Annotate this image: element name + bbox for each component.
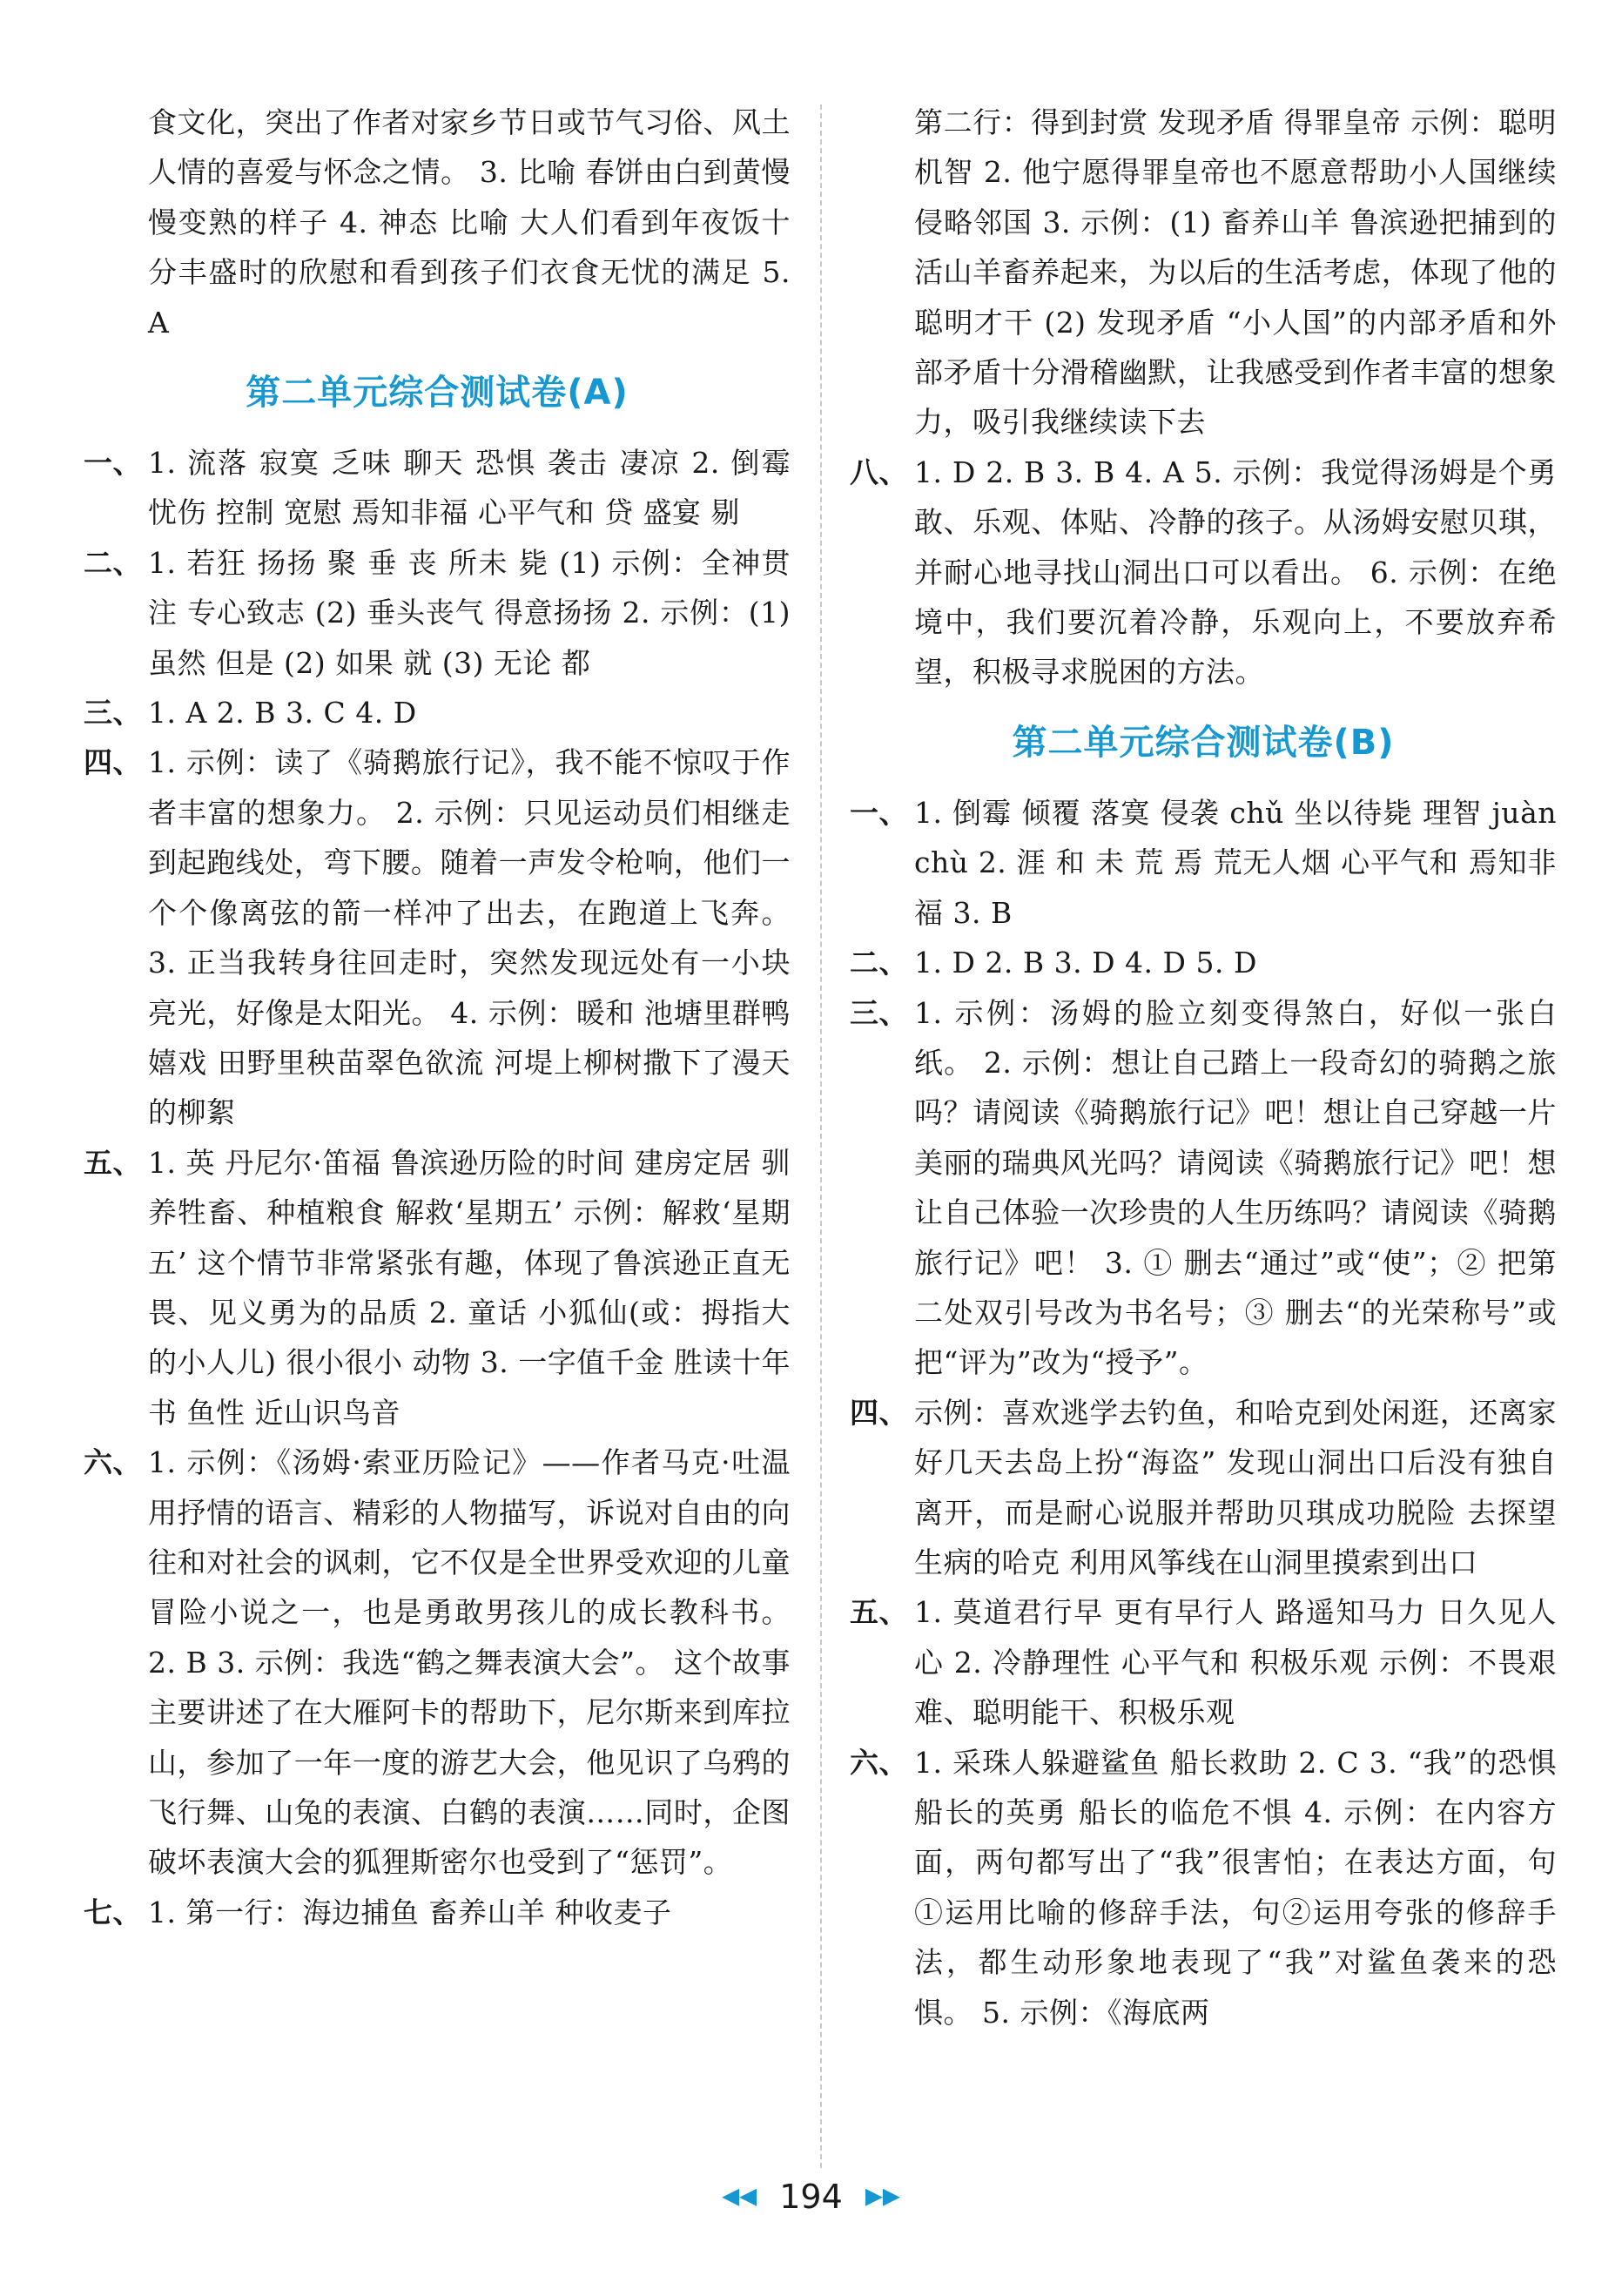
section-answer-text: 1. 第一行：海边捕鱼 畜养山羊 种收麦子 bbox=[148, 1895, 672, 1929]
section-number: 七、 bbox=[84, 1895, 142, 1929]
answer-section bbox=[84, 737, 791, 1137]
answer-section bbox=[84, 538, 791, 688]
left-answer-list bbox=[84, 438, 791, 1937]
page-number: 194 bbox=[779, 2177, 843, 2216]
right-answer-list-before bbox=[850, 448, 1557, 697]
section-number: 三、 bbox=[84, 696, 142, 731]
section-number: 六、 bbox=[850, 1745, 908, 1780]
section-number: 四、 bbox=[850, 1395, 908, 1430]
section-answer-text: 1. 莫道君行早 更有早行人 路遥知马力 日久见人心 2. 冷静理性 心平气和 积极乐观 示例：不畏艰难、聪明能干、积极乐观 bbox=[914, 1595, 1557, 1730]
section-answer-text: 1. 采珠人躲避鲨鱼 船长救助 2. C 3. “我”的恐惧 船长的英勇 船长的临危不惧 4. 示例：在内容方面，两句都写出了“我”很害怕；在表达方面，句①运用比喻的修辞手法，句②运用夸张的修辞手法，都生动形象地表现了“我”对鲨鱼袭来的恐惧。 5. 示例：《海底两 bbox=[914, 1745, 1557, 2030]
answer-section bbox=[850, 1388, 1557, 1588]
answer-section bbox=[850, 448, 1557, 697]
answer-section bbox=[850, 938, 1557, 987]
next-arrows-icon: ▶▶ bbox=[865, 2183, 900, 2210]
section-number: 二、 bbox=[850, 946, 908, 980]
section-number: 三、 bbox=[850, 995, 908, 1030]
section-number: 五、 bbox=[850, 1595, 908, 1630]
right-column bbox=[850, 98, 1557, 2037]
right-intro-paragraph: 第二行：得到封赏 发现矛盾 得罪皇帝 示例：聪明机智 2. 他宁愿得罪皇帝也不愿意帮助小人国继续侵略邻国 3. 示例：(1) 畜养山羊 鲁滨逊把捕到的活山羊畜养起来，为以后的生活考虑，体现了他的聪明才干 (2) 发现矛盾 “小人国”的内部矛盾和外部矛盾十分滑稽幽默，让我感受到作者丰富的想象力，吸引我继续读下去 bbox=[914, 105, 1557, 440]
column-divider bbox=[820, 104, 822, 2168]
answer-section bbox=[850, 988, 1557, 1388]
answer-section bbox=[84, 688, 791, 737]
left-intro-paragraph: 食文化，突出了作者对家乡节日或节气习俗、风土人情的喜爱与怀念之情。 3. 比喻 春饼由白到黄慢慢变熟的样子 4. 神态 比喻 大人们看到年夜饭十分丰盛时的欣慰和看到孩子们衣食无忧的满足 5. A bbox=[148, 105, 791, 340]
answer-section bbox=[850, 1738, 1557, 2037]
section-answer-text: 示例：喜欢逃学去钓鱼，和哈克到处闲逛，还离家好几天去岛上扮“海盗” 发现山洞出口后没有独自离开，而是耐心说服并帮助贝琪成功脱险 去探望生病的哈克 利用风筝线在山洞里摸索到出口 bbox=[914, 1395, 1557, 1579]
answer-section bbox=[84, 1888, 791, 1937]
section-number: 一、 bbox=[84, 446, 142, 481]
section-answer-text: 1. D 2. B 3. D 4. D 5. D bbox=[914, 946, 1257, 980]
section-heading-a: 第二单元综合测试卷(A) bbox=[246, 373, 629, 414]
section-number: 一、 bbox=[850, 795, 908, 830]
page-footer bbox=[0, 2175, 1622, 2216]
answer-section bbox=[84, 1438, 791, 1888]
section-heading-b: 第二单元综合测试卷(B) bbox=[1012, 722, 1395, 763]
section-answer-text: 1. 若狂 扬扬 聚 垂 丧 所未 毙 (1) 示例：全神贯注 专心致志 (2) 垂头丧气 得意扬扬 2. 示例：(1) 虽然 但是 (2) 如果 就 (3) 无论 都 bbox=[148, 545, 791, 680]
section-number: 六、 bbox=[84, 1445, 142, 1480]
section-answer-text: 1. A 2. B 3. C 4. D bbox=[148, 696, 417, 731]
prev-arrows-icon: ◀◀ bbox=[722, 2183, 757, 2210]
section-number: 四、 bbox=[84, 745, 142, 780]
answer-section bbox=[84, 1138, 791, 1438]
section-answer-text: 1. 示例：读了《骑鹅旅行记》，我不能不惊叹于作者丰富的想象力。 2. 示例：只见运动员们相继走到起跑线处，弯下腰。随着一声发令枪响，他们一个个像离弦的箭一样冲了出去，在跑道上飞奔。 3. 正当我转身往回走时，突然发现远处有一小块亮光，好像是太阳光。 4. 示例：暖和 池塘里群鸭嬉戏 田野里秧苗翠色欲流 河堤上柳树撒下了漫天的柳絮 bbox=[148, 745, 791, 1130]
answer-section bbox=[850, 788, 1557, 938]
section-answer-text: 1. 示例：汤姆的脸立刻变得煞白，好似一张白纸。 2. 示例：想让自己踏上一段奇幻的骑鹅之旅吗？请阅读《骑鹅旅行记》吧！想让自己穿越一片美丽的瑞典风光吗？请阅读《骑鹅旅行记》吧！想让自己体验一次珍贵的人生历练吗？请阅读《骑鹅旅行记》吧！ 3. ① 删去“通过”或“使”；② 把第二处双引号改为书名号；③ 删去“的光荣称号”或把“评为”改为“授予”。 bbox=[914, 995, 1557, 1380]
answer-section bbox=[84, 438, 791, 538]
section-number: 二、 bbox=[84, 545, 142, 580]
section-answer-text: 1. D 2. B 3. B 4. A 5. 示例：我觉得汤姆是个勇敢、乐观、体贴、冷静的孩子。从汤姆安慰贝琪，并耐心地寻找山洞出口可以看出。 6. 示例：在绝境中，我们要沉着冷静，乐观向上，不要放弃希望，积极寻求脱困的方法。 bbox=[914, 454, 1557, 690]
section-number: 五、 bbox=[84, 1145, 142, 1180]
left-column bbox=[84, 98, 791, 1937]
section-answer-text: 1. 流落 寂寞 乏味 聊天 恐惧 袭击 凄凉 2. 倒霉 忧伤 控制 宽慰 焉知非福 心平气和 贷 盛宴 剔 bbox=[148, 446, 791, 530]
section-answer-text: 1. 倒霉 倾覆 落寞 侵袭 chǔ 坐以待毙 理智 juàn chù 2. 涯 和 未 荒 焉 荒无人烟 心平气和 焉知非福 3. B bbox=[914, 795, 1557, 930]
section-answer-text: 1. 示例：《汤姆·索亚历险记》——作者马克·吐温用抒情的语言、精彩的人物描写，诉说对自由的向往和对社会的讽刺，它不仅是全世界受欢迎的儿童冒险小说之一，也是勇敢男孩儿的成长教科书。 2. B 3. 示例：我选“鹤之舞表演大会”。 这个故事主要讲述了在大雁阿卡的帮助下，尼尔斯来到库拉山，参加了一年一度的游艺大会，他见识了乌鸦的飞行舞、山兔的表演、白鹤的表演……同时，企图破坏表演大会的狐狸斯密尔也受到了“惩罚”。 bbox=[148, 1445, 791, 1880]
section-answer-text: 1. 英 丹尼尔·笛福 鲁滨逊历险的时间 建房定居 驯养牲畜、种植粮食 解救‘星期五’ 示例：解救‘星期五’ 这个情节非常紧张有趣，体现了鲁滨逊正直无畏、见义勇为的品质 2. 童话 小狐仙(或：拇指大的小人儿) 很小很小 动物 3. 一字值千金 胜读十年书 鱼性 近山识鸟音 bbox=[148, 1145, 791, 1430]
right-answer-list bbox=[850, 788, 1557, 2037]
section-number: 八、 bbox=[850, 454, 908, 489]
answer-section bbox=[850, 1587, 1557, 1737]
